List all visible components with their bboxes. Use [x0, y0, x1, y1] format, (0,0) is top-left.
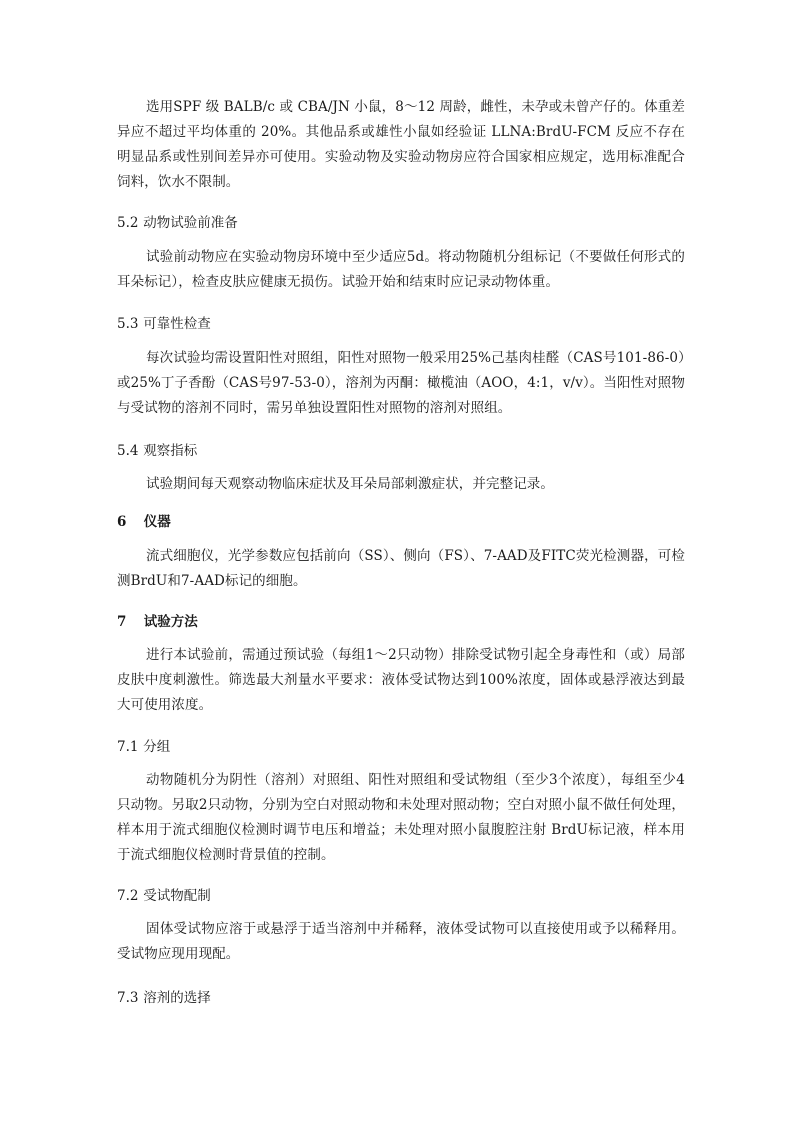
paragraph-test-substance-preparation: 固体受试物应溶于或悬浮于适当溶剂中并稀释，液体受试物可以直接使用或予以稀释用。受试物应现用现配。 — [117, 921, 685, 962]
section-number: 7 — [117, 614, 127, 630]
section-title: 试验方法 — [143, 614, 198, 630]
section-title: 可靠性检查 — [143, 316, 211, 332]
section-heading-5-3 — [117, 314, 685, 334]
section-title: 分组 — [143, 739, 171, 755]
paragraph-observation-index: 试验期间每天观察动物临床症状及耳朵局部刺激症状，并完整记录。 — [146, 476, 554, 492]
section-heading-7 — [117, 612, 685, 632]
section-title: 受试物配制 — [143, 888, 211, 904]
section-number: 5.3 — [117, 316, 139, 332]
paragraph-grouping: 动物随机分为阴性（溶剂）对照组、阳性对照组和受试物组（至少3个浓度），每组至少4只动物。另取2只动物，分别为空白对照动物和未处理对照动物；空白对照小鼠不做任何处理，样本用于流式细胞仪检测时调节电压和增益；未处理对照小鼠腹腔注射 BrdU标记液，样本用于流式细胞仪检测时背景值的控制。 — [117, 772, 685, 863]
section-number: 5.2 — [117, 215, 139, 231]
section-number: 7.2 — [117, 888, 139, 904]
section-heading-5-4 — [117, 441, 685, 461]
paragraph-instrument: 流式细胞仪，光学参数应包括前向（SS）、侧向（FS）、7-AAD及FITC荧光检测器，可检测BrdU和7-AAD标记的细胞。 — [117, 548, 685, 589]
section-title: 仪器 — [143, 514, 171, 530]
section-heading-7-1 — [117, 737, 685, 757]
section-number: 7.3 — [117, 990, 139, 1006]
paragraph-reliability-check: 每次试验均需设置阳性对照组，阳性对照物一般采用25%己基肉桂醛（CAS号101-86-0）或25%丁子香酚（CAS号97-53-0），溶剂为丙酮：橄榄油（AOO，4:1，v/v）。当阳性对照物与受试物的溶剂不同时，需另单独设置阳性对照物的溶剂对照组。 — [117, 350, 685, 416]
paragraph-test-method: 进行本试验前，需通过预试验（每组1～2只动物）排除受试物引起全身毒性和（或）局部皮肤中度刺激性。筛选最大剂量水平要求：液体受试物达到100%浓度，固体或悬浮液达到最大可使用浓度。 — [117, 647, 685, 713]
section-title: 动物试验前准备 — [143, 215, 238, 231]
section-heading-7-2 — [117, 886, 685, 906]
paragraph-pre-test-preparation: 试验前动物应在实验动物房环境中至少适应5d。将动物随机分组标记（不要做任何形式的耳朵标记），检查皮肤应健康无损伤。试验开始和结束时应记录动物体重。 — [117, 249, 685, 290]
section-number: 6 — [117, 514, 127, 530]
paragraph-animal-selection: 选用SPF 级 BALB/c 或 CBA/JN 小鼠，8～12 周龄，雌性，未孕或未曾产仔的。体重差异应不超过平均体重的 20%。其他品系或雄性小鼠如经验证 LLNA:BrdU-FCM 反应不存在明显品系或性别间差异亦可使用。实验动物及实验动物房应符合国家相应规定，选用标准配合饲料，饮水不限制。 — [117, 99, 685, 190]
section-title: 观察指标 — [143, 443, 198, 459]
section-heading-5-2 — [117, 213, 685, 233]
section-number: 5.4 — [117, 443, 139, 459]
section-heading-6 — [117, 512, 685, 532]
section-number: 7.1 — [117, 739, 139, 755]
section-heading-7-3 — [117, 988, 685, 1008]
section-title: 溶剂的选择 — [143, 990, 211, 1006]
